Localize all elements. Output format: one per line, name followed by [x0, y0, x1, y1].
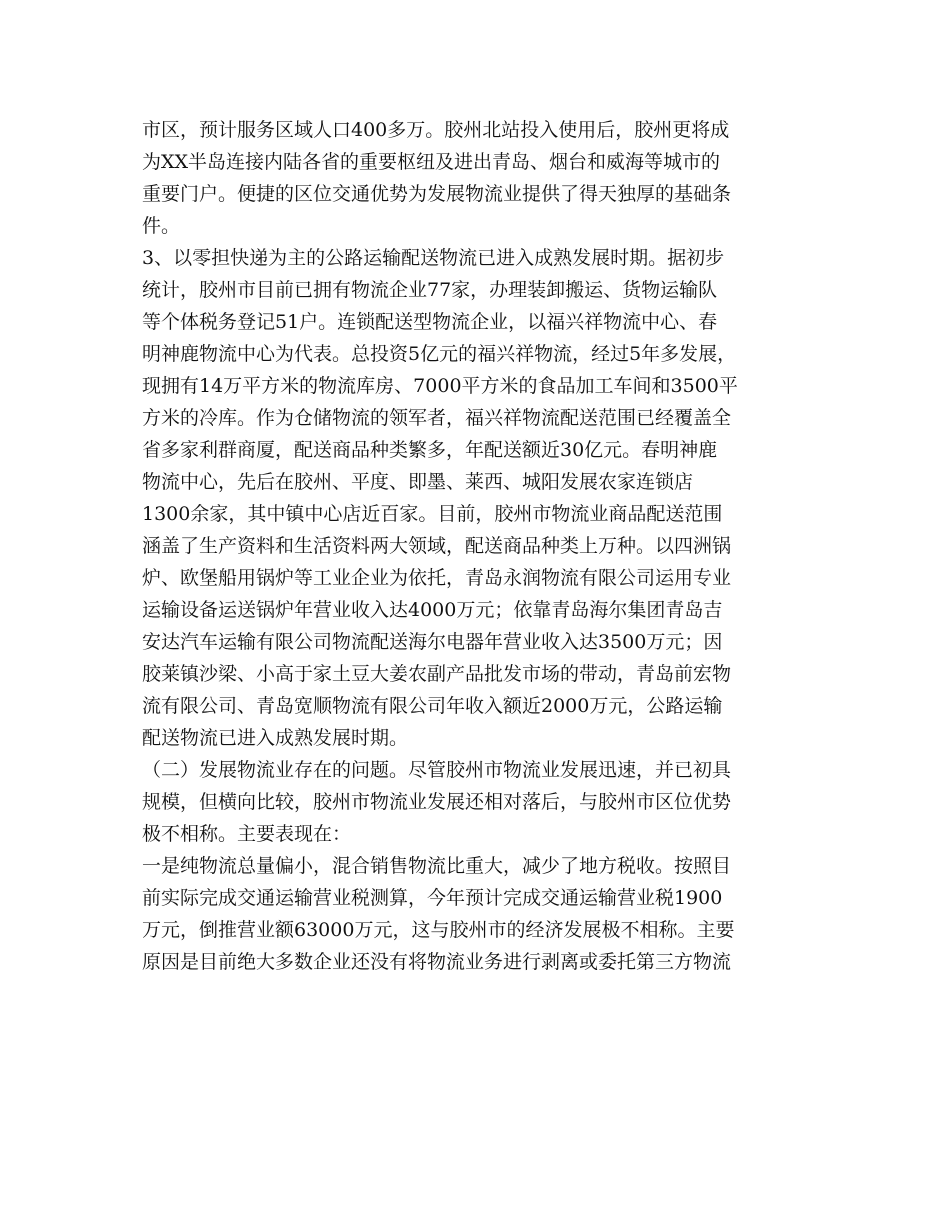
text-line: 运输设备运送锅炉年营业收入达4000万元；依靠青岛海尔集团青岛吉: [142, 599, 723, 621]
text-line: 3、以零担快递为主的公路运输配送物流已进入成熟发展时期。据初步: [142, 247, 725, 269]
text-line: 万元，倒推营业额63000万元，这与胶州市的经济发展极不相称。主要: [142, 919, 735, 941]
text-line: 现拥有14万平方米的物流库房、7000平方米的食品加工车间和3500平: [142, 375, 738, 397]
text-line: 物流中心，先后在胶州、平度、即墨、莱西、城阳发展农家连锁店: [142, 471, 694, 493]
text-line: 明神鹿物流中心为代表。总投资5亿元的福兴祥物流，经过5年多发展，: [142, 343, 737, 365]
text-line: 1300余家，其中镇中心店近百家。目前，胶州市物流业商品配送范围: [142, 503, 723, 525]
text-line: 为XX半岛连接内陆各省的重要枢纽及进出青岛、烟台和威海等城市的: [142, 151, 721, 173]
text-line: 原因是目前绝大多数企业还没有将物流业务进行剥离或委托第三方物流: [142, 951, 732, 973]
text-line: 流有限公司、青岛宽顺物流有限公司年收入额近2000万元，公路运输: [142, 695, 723, 717]
text-line: 安达汽车运输有限公司物流配送海尔电器年营业收入达3500万元；因: [142, 631, 723, 653]
text-line: （二）发展物流业存在的问题。尽管胶州市物流业发展迅速，并已初具: [142, 759, 732, 781]
text-line: 胶莱镇沙梁、小高于家土豆大姜农副产品批发市场的带动，青岛前宏物: [142, 663, 732, 685]
text-line: 统计，胶州市目前已拥有物流企业77家，办理装卸搬运、货物运输队: [142, 279, 718, 301]
text-line: 方米的冷库。作为仓储物流的领军者，福兴祥物流配送范围已经覆盖全: [142, 407, 732, 429]
text-line: 涵盖了生产资料和生活资料两大领域，配送商品种类上万种。以四洲锅: [142, 535, 732, 557]
text-line: 一是纯物流总量偏小，混合销售物流比重大，减少了地方税收。按照目: [142, 855, 732, 877]
body-text: [142, 114, 832, 978]
text-line: 炉、欧堡船用锅炉等工业企业为依托，青岛永润物流有限公司运用专业: [142, 567, 732, 589]
text-line: 等个体税务登记51户。连锁配送型物流企业，以福兴祥物流中心、春: [142, 311, 718, 333]
text-line: 省多家利群商厦，配送商品种类繁多，年配送额近30亿元。春明神鹿: [142, 439, 718, 461]
text-line: 市区，预计服务区域人口400多万。胶州北站投入使用后，胶州更将成: [142, 119, 730, 141]
text-line: 件。: [142, 215, 181, 237]
text-line: 重要门户。便捷的区位交通优势为发展物流业提供了得天独厚的基础条: [142, 183, 732, 205]
text-line: 配送物流已进入成熟发展时期。: [142, 727, 409, 749]
text-line: 规模，但横向比较，胶州市物流业发展还相对落后，与胶州市区位优势: [142, 791, 732, 813]
text-line: 极不相称。主要表现在：: [142, 823, 352, 845]
text-line: 前实际完成交通运输营业税测算，今年预计完成交通运输营业税1900: [142, 887, 723, 909]
